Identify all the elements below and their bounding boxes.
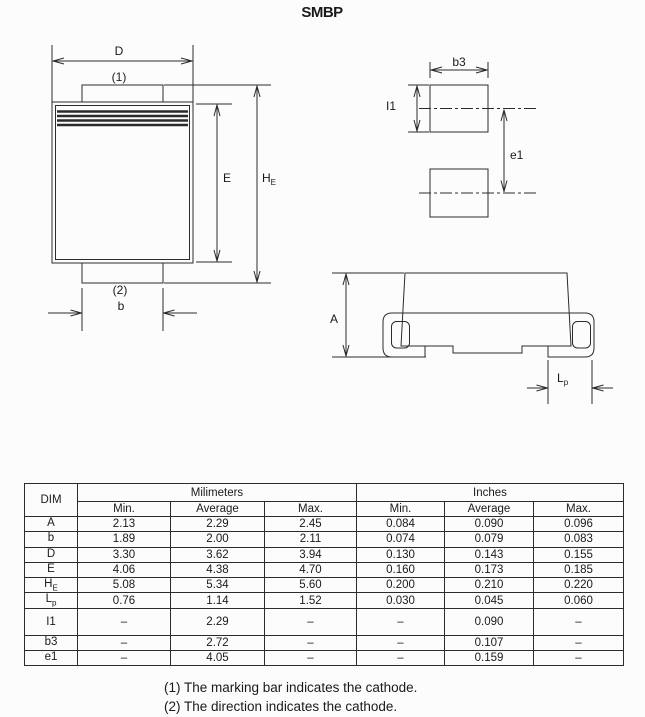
mm-max-cell: 1.52 (265, 593, 357, 608)
note-ref-2: (2) (112, 283, 128, 297)
inch-avg-cell: 0.090 (445, 517, 534, 532)
dim-label-e: E (223, 171, 232, 185)
dim-label-d: D (114, 44, 124, 58)
dim-cell: D (25, 547, 78, 562)
cathode-marking-bars (57, 112, 188, 126)
mm-min-cell: – (78, 651, 171, 666)
inch-max-cell: 0.083 (534, 532, 624, 547)
side-view-drawing (329, 273, 613, 404)
inch-avg-cell: 0.079 (445, 532, 534, 547)
mm-avg-cell: 5.34 (171, 578, 265, 593)
table-row (25, 651, 624, 666)
dim-cell: $L_p$ (25, 593, 78, 608)
front-view-drawing (48, 45, 271, 331)
inch-max-cell: – (534, 651, 624, 666)
dim-label-i1: I1 (385, 99, 397, 113)
mm-max-cell: 2.45 (265, 517, 357, 532)
footnotes (164, 678, 417, 716)
table-row (25, 532, 624, 547)
mm-max-cell: 5.60 (265, 578, 357, 593)
inch-min-cell: 0.130 (357, 547, 445, 562)
mm-min-cell: 4.06 (78, 562, 171, 577)
dim-label-e1: e1 (510, 148, 524, 162)
footnote-1: (1) The marking bar indicates the cathode. (164, 680, 418, 695)
inch-avg-cell: 0.159 (445, 651, 534, 666)
table-row (25, 635, 624, 650)
dim-cell: I1 (25, 608, 78, 635)
inch-max-cell: 0.220 (534, 578, 624, 593)
dim-label-b: b (117, 299, 125, 313)
dim-header-cell: DIM (25, 484, 78, 517)
inch-min-cell: – (357, 635, 445, 650)
inch-group-header: Inches (357, 484, 624, 502)
mm-min-cell: 1.89 (78, 532, 171, 547)
mm-avg-cell: 1.14 (171, 593, 265, 608)
table-row (25, 608, 624, 635)
inch-max-cell: – (534, 608, 624, 635)
lead-bend-inner-left (392, 322, 410, 349)
mm-max-cell: – (265, 635, 357, 650)
dim-cell: A (25, 517, 78, 532)
dim-cell: E (25, 562, 78, 577)
inch-min-cell: 0.030 (357, 593, 445, 608)
inch-min-cell: 0.200 (357, 578, 445, 593)
mm-avg-cell: 2.29 (171, 608, 265, 635)
inch-max-cell: – (534, 635, 624, 650)
inch-max-cell: 0.155 (534, 547, 624, 562)
lead-bend-inner-right (573, 322, 591, 349)
lead-band-outline (383, 313, 594, 357)
inch-avg-cell: 0.107 (445, 635, 534, 650)
mm-max-header: Max. (265, 502, 357, 517)
pad-top (430, 85, 488, 132)
mm-min-cell: 2.13 (78, 517, 171, 532)
note-ref-1: (1) (111, 70, 127, 84)
page-title: SMBP (301, 4, 343, 21)
inch-max-header: Max. (534, 502, 624, 517)
front-view-labels (112, 44, 276, 313)
mm-max-cell: 3.94 (265, 547, 357, 562)
mm-max-cell: – (265, 651, 357, 666)
mm-min-cell: – (78, 635, 171, 650)
mm-avg-cell: 2.72 (171, 635, 265, 650)
table-row (25, 593, 624, 608)
table-row (25, 517, 624, 532)
inch-min-cell: 0.084 (357, 517, 445, 532)
mm-min-cell: 3.30 (78, 547, 171, 562)
table-row (25, 578, 624, 593)
dim-cell: b (25, 532, 78, 547)
mm-max-cell: – (265, 608, 357, 635)
dim-label-lp: $L_p$ (557, 371, 569, 387)
mm-avg-cell: 4.05 (171, 651, 265, 666)
mm-avg-cell: 4.38 (171, 562, 265, 577)
inch-avg-header: Average (445, 502, 534, 517)
footnote-2: (2) The direction indicates the cathode. (164, 699, 398, 714)
inch-avg-cell: 0.173 (445, 562, 534, 577)
mm-min-cell: 5.08 (78, 578, 171, 593)
dimension-table (24, 483, 624, 666)
inch-min-cell: – (357, 608, 445, 635)
inch-min-header: Min. (357, 502, 445, 517)
mm-avg-cell: 3.62 (171, 547, 265, 562)
table-row (25, 562, 624, 577)
inch-max-cell: 0.096 (534, 517, 624, 532)
mm-max-cell: 2.11 (265, 532, 357, 547)
inch-avg-cell: 0.090 (445, 608, 534, 635)
inch-min-cell: 0.160 (357, 562, 445, 577)
package-body-inner (56, 106, 190, 260)
inch-max-cell: 0.185 (534, 562, 624, 577)
land-pattern-drawing (408, 62, 536, 217)
pad-bottom (430, 169, 488, 217)
inch-avg-cell: 0.143 (445, 547, 534, 562)
mm-min-header: Min. (78, 502, 171, 517)
mm-min-cell: – (78, 608, 171, 635)
inch-min-cell: – (357, 651, 445, 666)
inch-min-cell: 0.074 (357, 532, 445, 547)
dim-cell: b3 (25, 635, 78, 650)
bottom-tab (82, 263, 163, 283)
side-view-labels (330, 312, 569, 387)
dim-label-he: $H_E$ (262, 171, 277, 187)
inch-avg-cell: 0.045 (445, 593, 534, 608)
mm-avg-header: Average (171, 502, 265, 517)
mm-max-cell: 4.70 (265, 562, 357, 577)
inch-max-cell: 0.060 (534, 593, 624, 608)
mm-min-cell: 0.76 (78, 593, 171, 608)
inch-avg-cell: 0.210 (445, 578, 534, 593)
mm-avg-cell: 2.29 (171, 517, 265, 532)
dim-cell: $H_E$ (25, 578, 78, 593)
table-row (25, 547, 624, 562)
dim-label-a: A (329, 312, 339, 326)
dim-cell: e1 (25, 651, 78, 666)
dim-label-b3: b3 (452, 55, 466, 69)
mm-avg-cell: 2.00 (171, 532, 265, 547)
top-tab (82, 85, 163, 102)
mm-group-header: Milimeters (78, 484, 357, 502)
